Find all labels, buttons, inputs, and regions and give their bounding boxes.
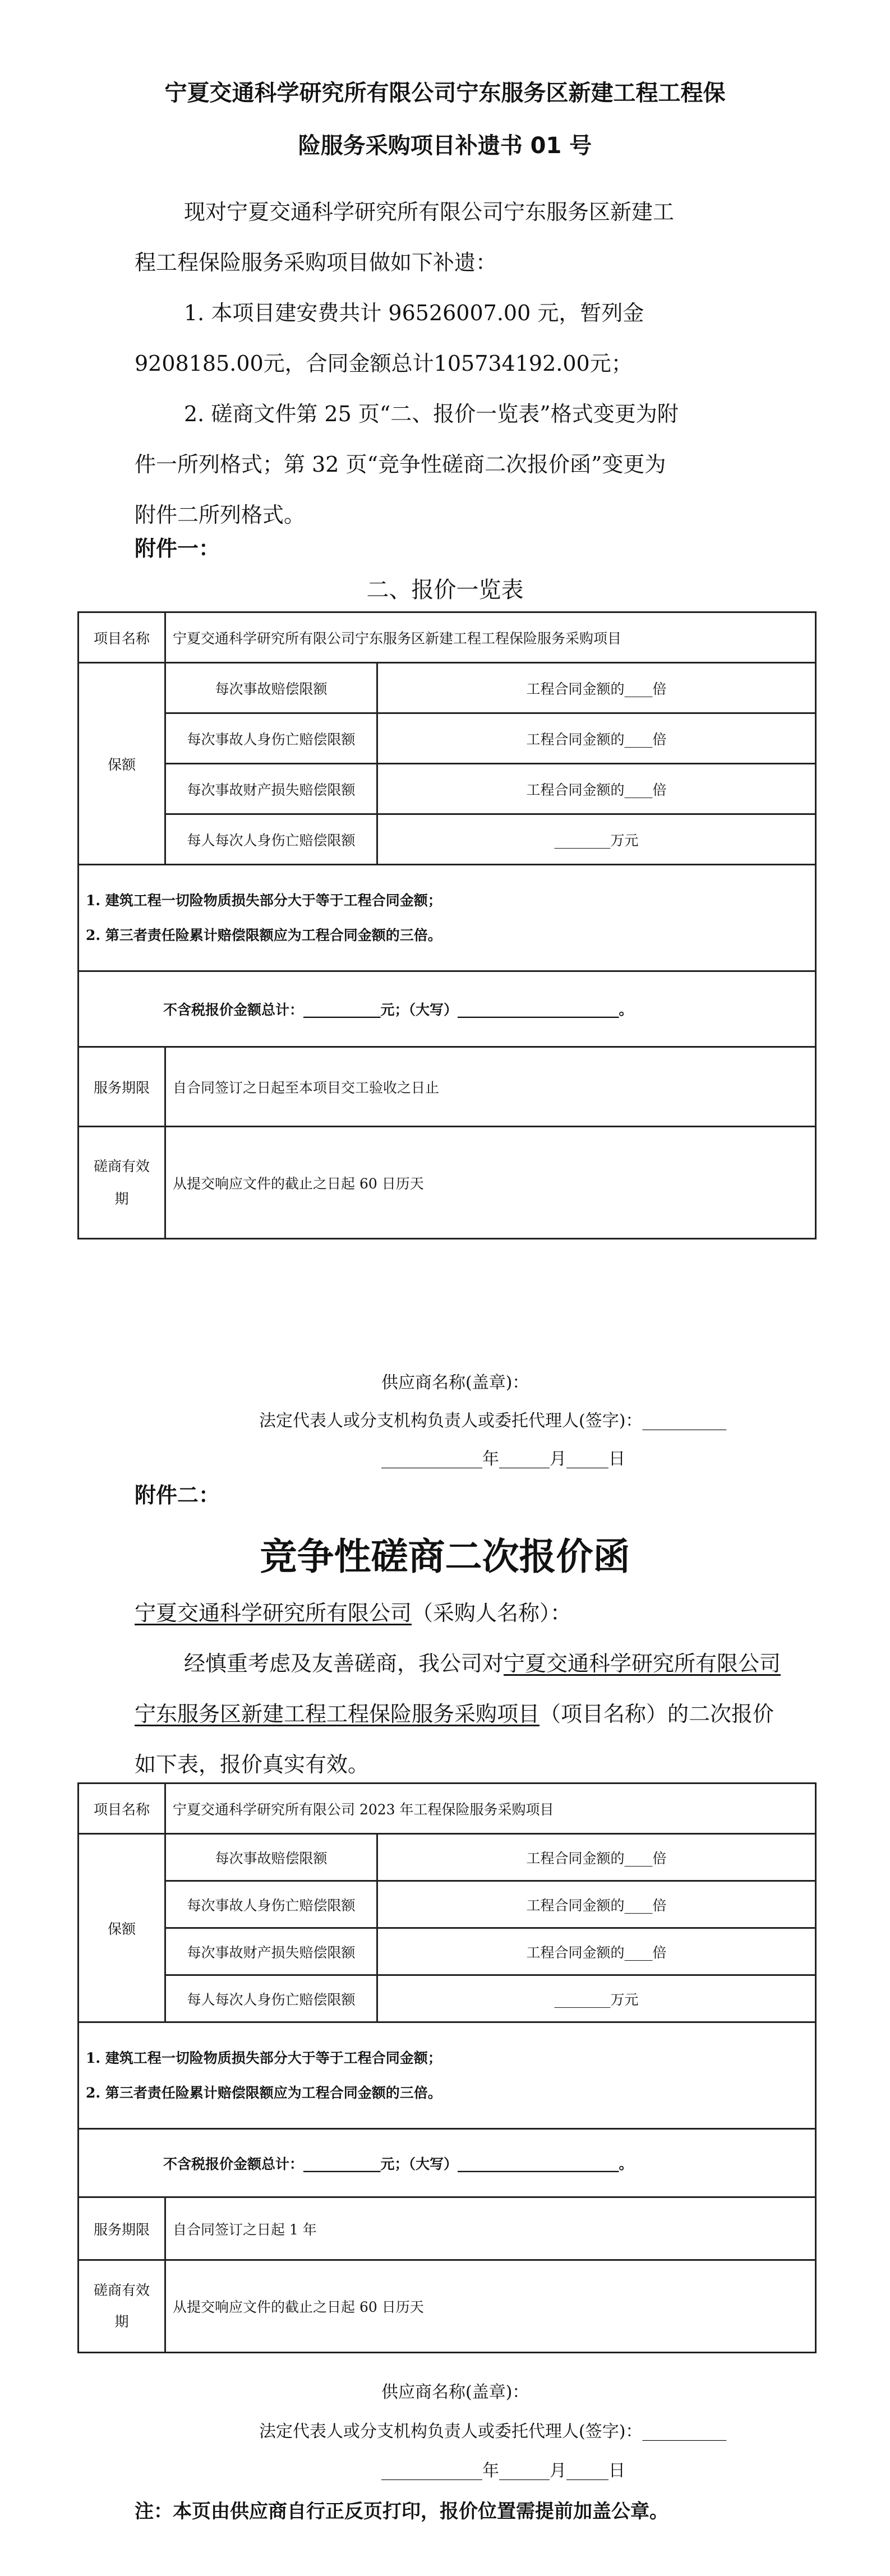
validity-label-line2: 期 (114, 1190, 129, 1207)
limit-value: 工程合同金额的____倍 (377, 1928, 816, 1975)
letter-body1-prefix: 经慎重考虑及友善磋商，我公司对 (184, 1651, 504, 1676)
limit-name: 每次事故人身伤亡赔偿限额 (165, 713, 377, 764)
limit-value: 工程合同金额的____倍 (377, 663, 816, 713)
item1-line1: 1. 本项目建安费共计 96526007.00 元，暂列金 (184, 301, 644, 325)
buyer-name: 宁夏交通科学研究所有限公司 (135, 1601, 412, 1625)
limit-name: 每次事故赔偿限额 (165, 663, 377, 713)
validity-label-line1: 磋商有效 (93, 2282, 150, 2298)
letter-body2-suffix: （项目名称）的二次报价 (539, 1702, 774, 1726)
document-title-line1: 宁夏交通科学研究所有限公司宁东服务区新建工程工程保 (164, 80, 726, 106)
validity-label-line2: 期 (114, 2314, 129, 2330)
project-name-label: 项目名称 (79, 612, 165, 663)
limit-value: ________万元 (377, 1975, 816, 2022)
letter-body-line3: 如下表，报价真实有效。 (135, 1752, 370, 1777)
notes-cell (79, 2022, 816, 2129)
letter-body2-underlined: 宁东服务区新建工程工程保险服务采购项目 (135, 1702, 540, 1726)
limit-name: 每人每次人身伤亡赔偿限额 (165, 1975, 377, 2022)
representative-line: 法定代表人或分支机构负责人或委托代理人(签字)：__________ (259, 1411, 727, 1431)
table1-title: 二、报价一览表 (366, 577, 524, 603)
project-name-label: 项目名称 (79, 1784, 165, 1834)
project-name-value: 宁夏交通科学研究所有限公司宁东服务区新建工程工程保险服务采购项目 (165, 612, 816, 663)
note-2: 2. 第三者责任险累计赔偿限额应为工程合同金额的三倍。 (86, 927, 442, 943)
limit-value: ________万元 (377, 814, 816, 865)
intro-line1: 现对宁夏交通科学研究所有限公司宁东服务区新建工 (184, 200, 675, 224)
quotation-table-1 (77, 611, 817, 1239)
quotation-table-2 (77, 1782, 817, 2353)
item2-line3: 附件二所列格式。 (135, 503, 306, 527)
supplier-name-line: 供应商名称(盖章)： (381, 2383, 529, 2402)
buyer-suffix: （采购人名称）： (412, 1601, 572, 1625)
date-line: ____________年______月_____日 (381, 2461, 625, 2481)
project-name-value: 宁夏交通科学研究所有限公司 2023 年工程保险服务采购项目 (165, 1784, 816, 1834)
validity-value: 从提交响应文件的截止之日起 60 日历天 (165, 2260, 816, 2353)
letter-body-line1 (184, 1642, 781, 1685)
validity-label-line1: 磋商有效 (93, 1158, 150, 1174)
note-1: 1. 建筑工程一切险物质损失部分大于等于工程合同金额； (86, 2049, 442, 2066)
insurance-amount-label: 保额 (79, 1834, 165, 2022)
date-line: ____________年______月_____日 (381, 1449, 625, 1469)
buyer-line (135, 1592, 571, 1634)
item2-line2: 件一所列格式；第 32 页“竞争性磋商二次报价函”变更为 (135, 452, 666, 477)
letter-title: 竞争性磋商二次报价函 (260, 1534, 630, 1578)
footer-note: 注：本页由供应商自行正反页打印，报价位置需提前加盖公章。 (135, 2500, 668, 2523)
limit-value: 工程合同金额的____倍 (377, 1834, 816, 1881)
note-1: 1. 建筑工程一切险物质损失部分大于等于工程合同金额； (86, 892, 442, 909)
letter-body1-underlined: 宁夏交通科学研究所有限公司 (504, 1651, 781, 1676)
service-period-value: 自合同签订之日起至本项目交工验收之日止 (165, 1047, 816, 1127)
note-2: 2. 第三者责任险累计赔偿限额应为工程合同金额的三倍。 (86, 2084, 442, 2101)
validity-label (79, 1127, 165, 1239)
total-price-cell: 不含税报价金额总计：___________元；（大写）_______________________。 (79, 2129, 816, 2197)
limit-value: 工程合同金额的____倍 (377, 713, 816, 764)
limit-name: 每次事故财产损失赔偿限额 (165, 1928, 377, 1975)
intro-line2: 程工程保险服务采购项目做如下补遗： (135, 250, 497, 275)
notes-cell (79, 865, 816, 971)
supplier-name-line: 供应商名称(盖章)： (381, 1373, 529, 1393)
document-title-line2: 险服务采购项目补遗书 01 号 (298, 133, 592, 159)
service-period-value: 自合同签订之日起 1 年 (165, 2197, 816, 2260)
letter-body-line2 (135, 1693, 774, 1735)
attachment2-label: 附件二： (135, 1483, 220, 1508)
service-period-label: 服务期限 (79, 2197, 165, 2260)
limit-name: 每次事故人身伤亡赔偿限额 (165, 1881, 377, 1928)
insurance-amount-label: 保额 (79, 663, 165, 865)
limit-name: 每次事故赔偿限额 (165, 1834, 377, 1881)
total-price-cell: 不含税报价金额总计：___________元；（大写）_______________________。 (79, 971, 816, 1047)
limit-value: 工程合同金额的____倍 (377, 1881, 816, 1928)
item2-line1: 2. 磋商文件第 25 页“二、报价一览表”格式变更为附 (184, 402, 679, 426)
service-period-label: 服务期限 (79, 1047, 165, 1127)
limit-name: 每次事故财产损失赔偿限额 (165, 764, 377, 814)
attachment1-label: 附件一： (135, 536, 220, 561)
limit-name: 每人每次人身伤亡赔偿限额 (165, 814, 377, 865)
representative-line: 法定代表人或分支机构负责人或委托代理人(签字)：__________ (259, 2422, 727, 2441)
item1-line2: 9208185.00元，合同金额总计105734192.00元； (135, 351, 633, 376)
limit-value: 工程合同金额的____倍 (377, 764, 816, 814)
validity-label (79, 2260, 165, 2353)
validity-value: 从提交响应文件的截止之日起 60 日历天 (165, 1127, 816, 1239)
